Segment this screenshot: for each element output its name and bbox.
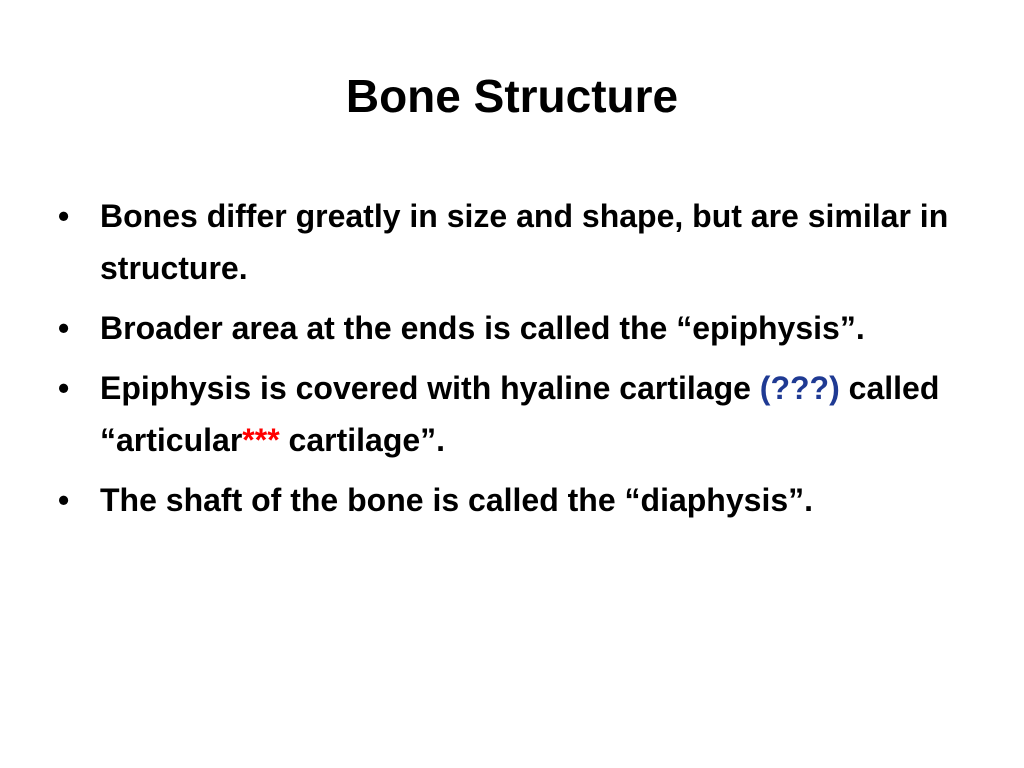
bullet-item-cartilage [58,362,978,466]
bullet-icon: • [58,310,70,346]
bullet-text: Broader area at the ends is called the “epiphysis”. [100,310,865,346]
bullet-item-size-shape [58,190,978,294]
bullet-text-before: Epiphysis is covered with hyaline cartilage [100,370,760,406]
bullet-item-epiphysis [58,302,978,354]
slide-title: Bone Structure [345,70,679,122]
emphasis-stars: *** [242,422,280,458]
bullet-text-after: cartilage”. [279,422,446,458]
bullet-list [58,190,978,534]
bullet-text-middle: called “articular [100,370,940,458]
bullet-item-diaphysis [58,474,978,526]
bullet-icon: • [58,198,70,234]
bullet-text: The shaft of the bone is called the “diaphysis”. [100,482,814,518]
bullet-icon: • [58,482,70,518]
bullet-icon: • [58,370,70,406]
bullet-text: Bones differ greatly in size and shape, but are similar in structure. [100,198,949,286]
query-marks: (???) [759,370,840,406]
